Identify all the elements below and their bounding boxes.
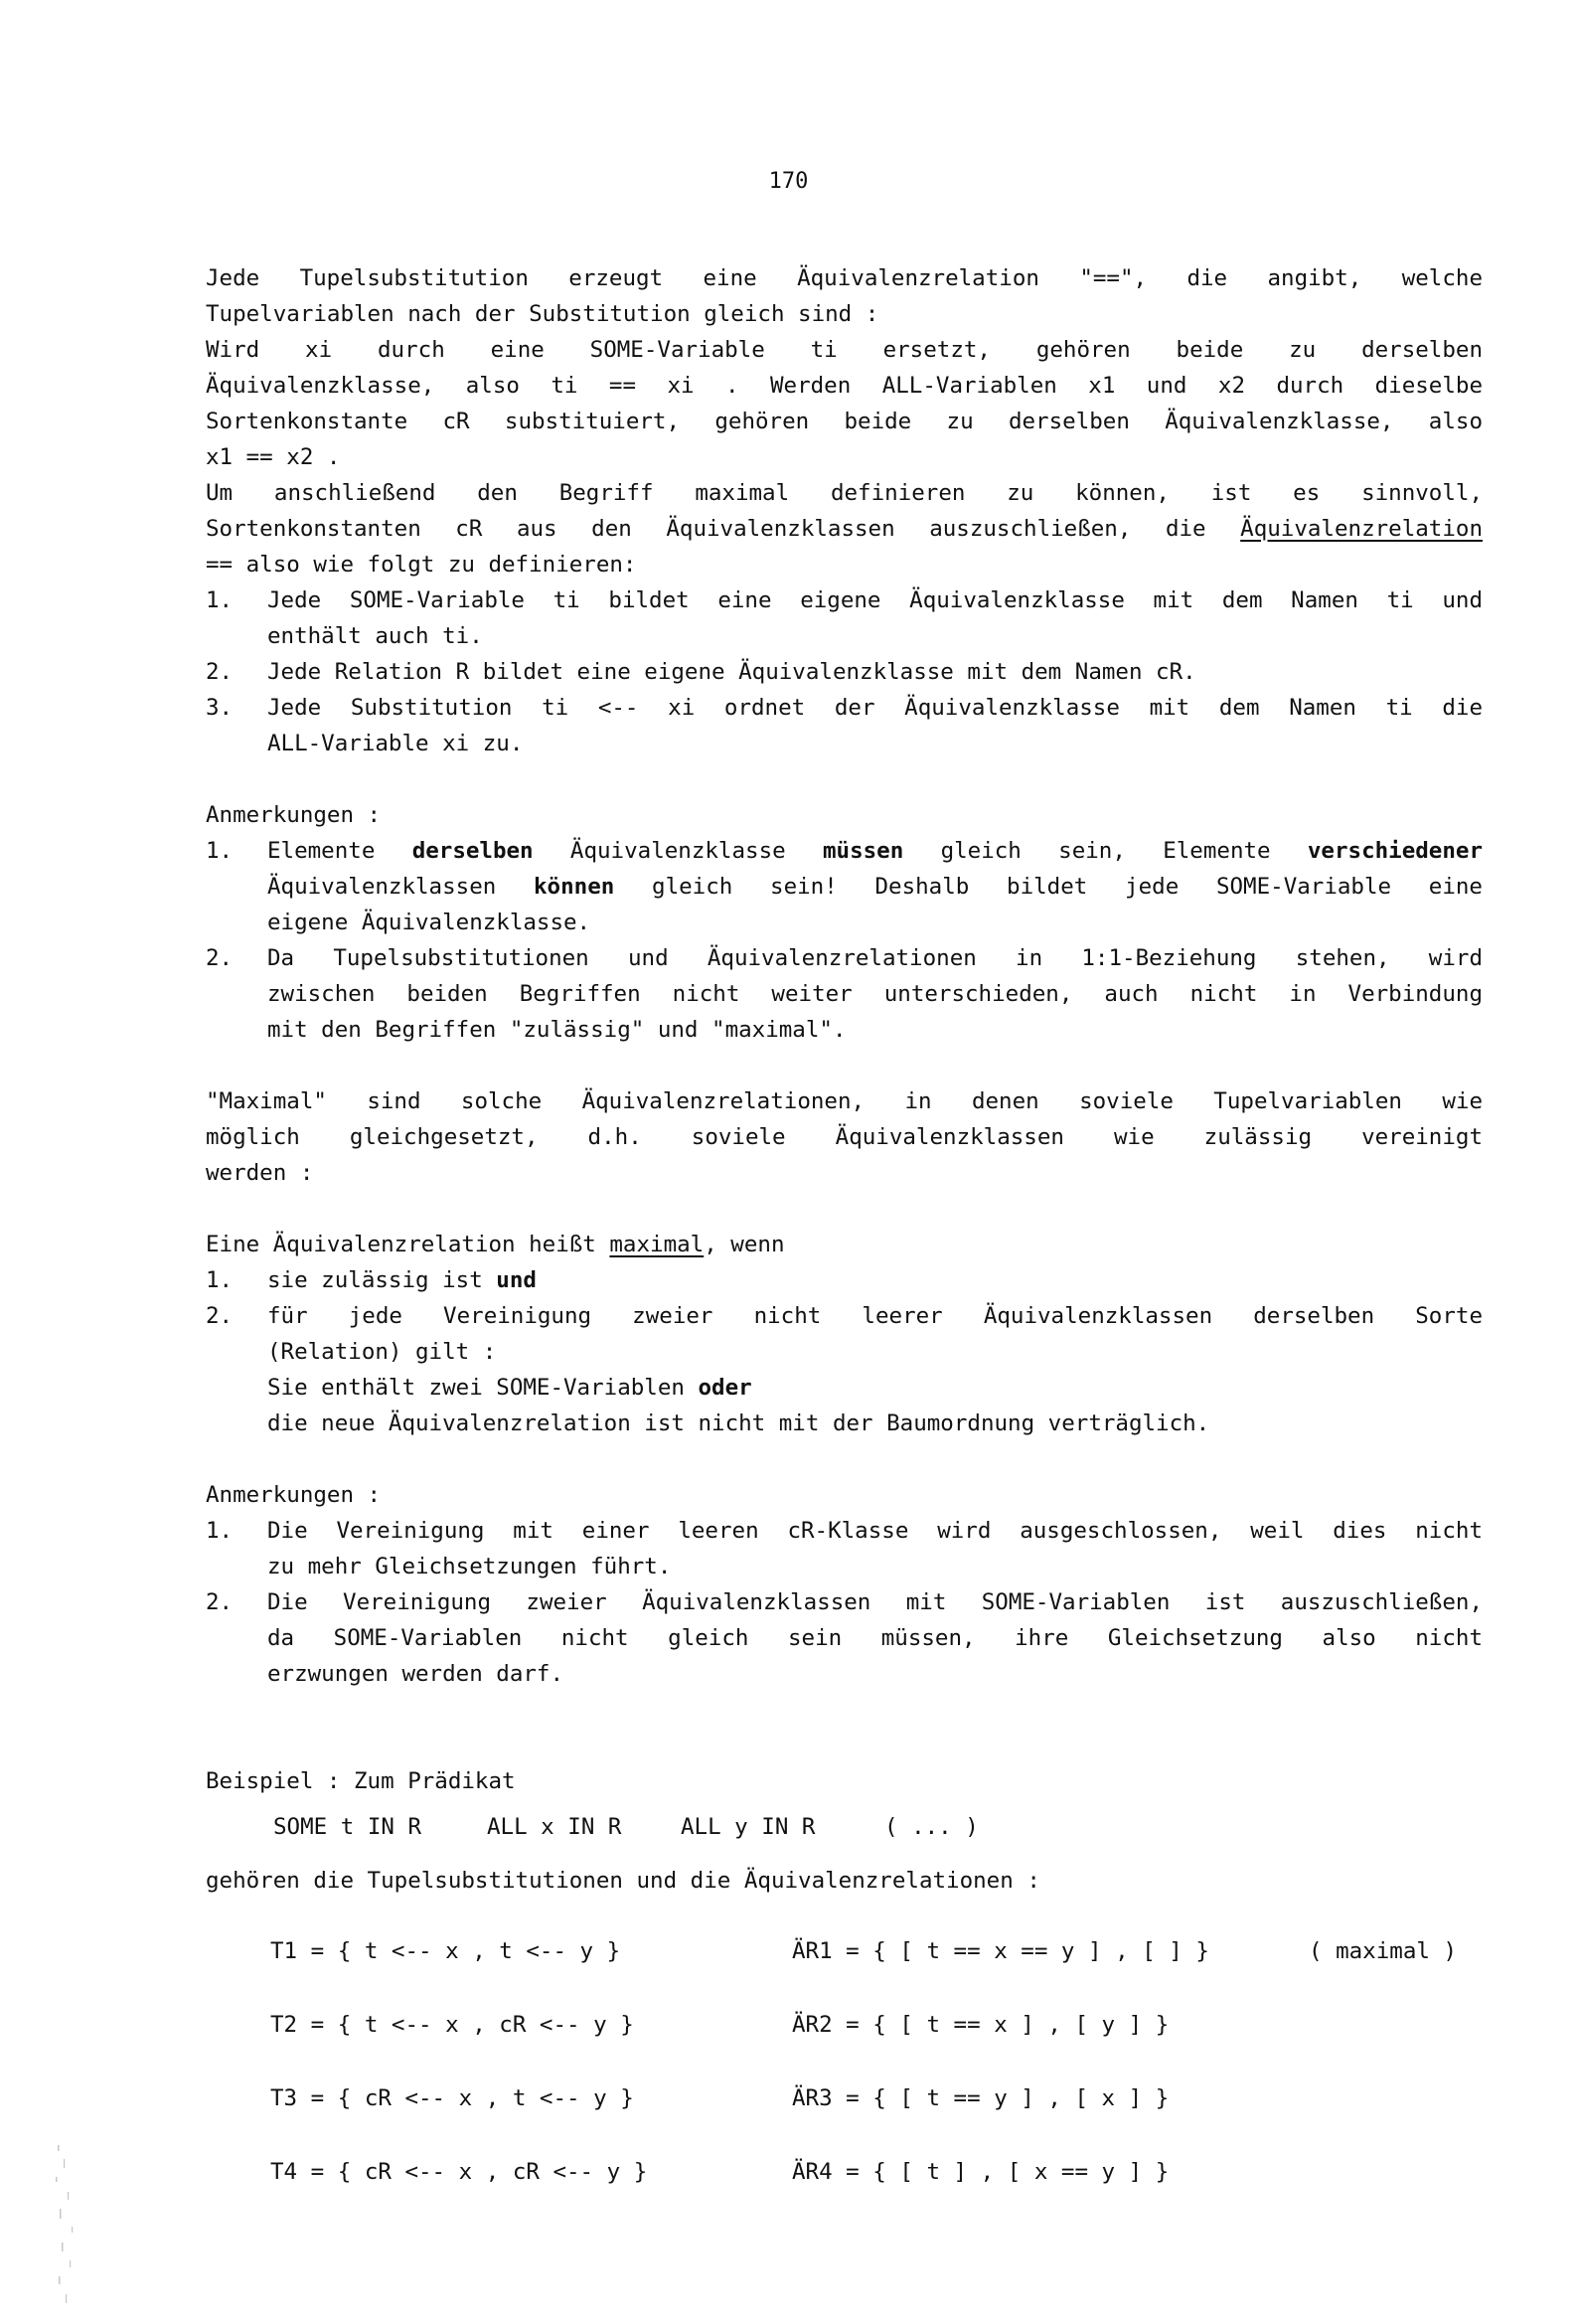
notes-section-1 bbox=[206, 797, 1483, 1048]
text-span: Sortenkonstanten cR aus den Äquivalenzklassen auszuschließen, die bbox=[206, 516, 1241, 542]
list-item bbox=[206, 1584, 1483, 1692]
substitution-table bbox=[206, 1914, 1483, 2209]
text-line bbox=[267, 869, 1483, 905]
intro-paragraph bbox=[206, 260, 1483, 582]
text-line: eigene Äquivalenzklasse. bbox=[267, 910, 591, 935]
text-line: für jede Vereinigung zweier nicht leerer Äquivalenzklassen derselben Sorte bbox=[267, 1303, 1483, 1329]
text-line: Jede Tupelsubstitution erzeugt eine Äquivalenzrelation "==", die angibt, welche bbox=[206, 265, 1483, 291]
maximal-definition bbox=[206, 1227, 1483, 1441]
list-number: 1. bbox=[206, 1267, 234, 1293]
bold-term: oder bbox=[698, 1375, 752, 1401]
tuple-substitution: T2 = { t <-- x , cR <-- y } bbox=[270, 2012, 634, 2038]
text-span: Eine Äquivalenzrelation heißt bbox=[206, 1232, 610, 1257]
predicate-part: ( ... ) bbox=[884, 1814, 979, 1840]
text-line: möglich gleichgesetzt, d.h. soviele Äquivalenzklassen wie zulässig vereinigt bbox=[206, 1124, 1483, 1150]
text-line: Jede Relation R bildet eine eigene Äquivalenzklasse mit dem Namen cR. bbox=[267, 659, 1196, 685]
predicate-part: ALL x IN R bbox=[487, 1814, 622, 1840]
maximal-paragraph bbox=[206, 1083, 1483, 1191]
text-span: Elemente bbox=[267, 838, 412, 864]
bold-term: können bbox=[534, 874, 615, 900]
list-number: 2. bbox=[206, 945, 234, 971]
text-line: Jede SOME-Variable ti bildet eine eigene Äquivalenzklasse mit dem Namen ti und bbox=[267, 587, 1483, 613]
text-line: die neue Äquivalenzrelation ist nicht mit der Baumordnung verträglich. bbox=[267, 1411, 1210, 1436]
text-line: Die Vereinigung mit einer leeren cR-Klasse wird ausgeschlossen, weil dies nicht bbox=[267, 1518, 1483, 1544]
equivalence-relation: ÄR4 = { [ t ] , [ x == y ] } bbox=[792, 2159, 1170, 2185]
list-item bbox=[206, 1298, 1483, 1441]
scan-artifact bbox=[50, 2137, 89, 2316]
bold-term: verschiedener bbox=[1307, 838, 1483, 864]
notes-heading: Anmerkungen : bbox=[206, 1482, 382, 1508]
list-item bbox=[206, 1262, 1483, 1298]
text-line bbox=[267, 1370, 1483, 1406]
text-span: sie zulässig ist bbox=[267, 1267, 497, 1293]
underlined-term: Äquivalenzrelation bbox=[1240, 516, 1483, 542]
table-row bbox=[206, 2062, 1483, 2135]
underlined-term: maximal bbox=[609, 1232, 705, 1257]
equivalence-relation: ÄR3 = { [ t == y ] , [ x ] } bbox=[792, 2085, 1170, 2111]
list-number: 1. bbox=[206, 1518, 234, 1544]
predicate-part: ALL y IN R bbox=[681, 1814, 816, 1840]
page-content bbox=[206, 260, 1483, 2209]
text-line: == also wie folgt zu definieren: bbox=[206, 552, 637, 578]
list-item bbox=[206, 940, 1483, 1048]
text-line: da SOME-Variablen nicht gleich sein müssen, ihre Gleichsetzung also nicht bbox=[267, 1625, 1483, 1651]
list-item bbox=[206, 833, 1483, 940]
table-row bbox=[206, 1988, 1483, 2062]
text-line: erzwungen werden darf. bbox=[267, 1661, 564, 1687]
text-span: Äquivalenzklassen bbox=[267, 874, 535, 900]
list-item bbox=[206, 1513, 1483, 1584]
text-span: , wenn bbox=[704, 1232, 785, 1257]
text-line bbox=[206, 511, 1483, 547]
text-line: "Maximal" sind solche Äquivalenzrelationen, in denen soviele Tupelvariablen wie bbox=[206, 1088, 1483, 1114]
text-line: Die Vereinigung zweier Äquivalenzklassen mit SOME-Variablen ist auszuschließen, bbox=[267, 1589, 1483, 1615]
bold-term: und bbox=[496, 1267, 537, 1293]
text-line: Wird xi durch eine SOME-Variable ti ersetzt, gehören beide zu derselben bbox=[206, 337, 1483, 363]
text-line: ALL-Variable xi zu. bbox=[267, 731, 524, 756]
list-number: 2. bbox=[206, 1303, 234, 1329]
row-note: ( maximal ) bbox=[1309, 1938, 1458, 1964]
text-line: Tupelvariablen nach der Substitution gleich sind : bbox=[206, 301, 879, 327]
text-span: gleich sein, Elemente bbox=[903, 838, 1308, 864]
text-line: zu mehr Gleichsetzungen führt. bbox=[267, 1554, 672, 1579]
tuple-substitution: T1 = { t <-- x , t <-- y } bbox=[270, 1938, 621, 1964]
list-number: 3. bbox=[206, 695, 234, 721]
page-number: 170 bbox=[768, 169, 809, 194]
bold-term: derselben bbox=[411, 838, 534, 864]
text-line: Um anschließend den Begriff maximal definieren zu können, ist es sinnvoll, bbox=[206, 480, 1483, 506]
text-span: Sie enthält zwei SOME-Variablen bbox=[267, 1375, 699, 1401]
tuple-substitution: T3 = { cR <-- x , t <-- y } bbox=[270, 2085, 634, 2111]
bold-term: müssen bbox=[822, 838, 904, 864]
example-section bbox=[206, 1763, 1483, 2209]
example-intro: gehören die Tupelsubstitutionen und die Äquivalenzrelationen : bbox=[206, 1868, 1040, 1894]
text-span: gleich sein! Deshalb bildet jede SOME-Variable eine bbox=[614, 874, 1483, 900]
equivalence-relation: ÄR1 = { [ t == x == y ] , [ ] } bbox=[792, 1938, 1209, 1964]
text-line: Jede Substitution ti <-- xi ordnet der Äquivalenzklasse mit dem Namen ti die bbox=[267, 695, 1483, 721]
equivalence-relation: ÄR2 = { [ t == x ] , [ y ] } bbox=[792, 2012, 1170, 2038]
list-number: 1. bbox=[206, 587, 234, 613]
predicate-part: SOME t IN R bbox=[273, 1814, 422, 1840]
text-span: Äquivalenzklasse bbox=[533, 838, 823, 864]
list-number: 1. bbox=[206, 838, 234, 864]
text-line: Äquivalenzklasse, also ti == xi . Werden ALL-Variablen x1 und x2 durch dieselbe bbox=[206, 373, 1483, 399]
table-row bbox=[206, 1914, 1483, 1988]
predicate-line bbox=[206, 1809, 1483, 1845]
list-item bbox=[206, 654, 1483, 690]
text-line: x1 == x2 . bbox=[206, 444, 341, 470]
tuple-substitution: T4 = { cR <-- x , cR <-- y } bbox=[270, 2159, 648, 2185]
notes-heading: Anmerkungen : bbox=[206, 802, 382, 828]
list-number: 2. bbox=[206, 1589, 234, 1615]
list-item bbox=[206, 582, 1483, 654]
text-line: mit den Begriffen "zulässig" und "maximal". bbox=[267, 1017, 847, 1043]
text-line: enthält auch ti. bbox=[267, 623, 483, 649]
text-line bbox=[267, 1262, 1483, 1298]
text-line: Sortenkonstante cR substituiert, gehören beide zu derselben Äquivalenzklasse, also bbox=[206, 409, 1483, 434]
text-line bbox=[267, 833, 1483, 869]
text-line: Da Tupelsubstitutionen und Äquivalenzrelationen in 1:1-Beziehung stehen, wird bbox=[267, 945, 1483, 971]
list-number: 2. bbox=[206, 659, 234, 685]
table-row bbox=[206, 2135, 1483, 2209]
notes-section-2 bbox=[206, 1477, 1483, 1692]
text-line: zwischen beiden Begriffen nicht weiter unterschieden, auch nicht in Verbindung bbox=[267, 981, 1483, 1007]
text-line bbox=[206, 1227, 1483, 1262]
definition-list bbox=[206, 582, 1483, 761]
example-heading: Beispiel : Zum Prädikat bbox=[206, 1768, 516, 1794]
text-line: werden : bbox=[206, 1160, 314, 1186]
list-item bbox=[206, 690, 1483, 761]
text-line: (Relation) gilt : bbox=[267, 1339, 497, 1365]
